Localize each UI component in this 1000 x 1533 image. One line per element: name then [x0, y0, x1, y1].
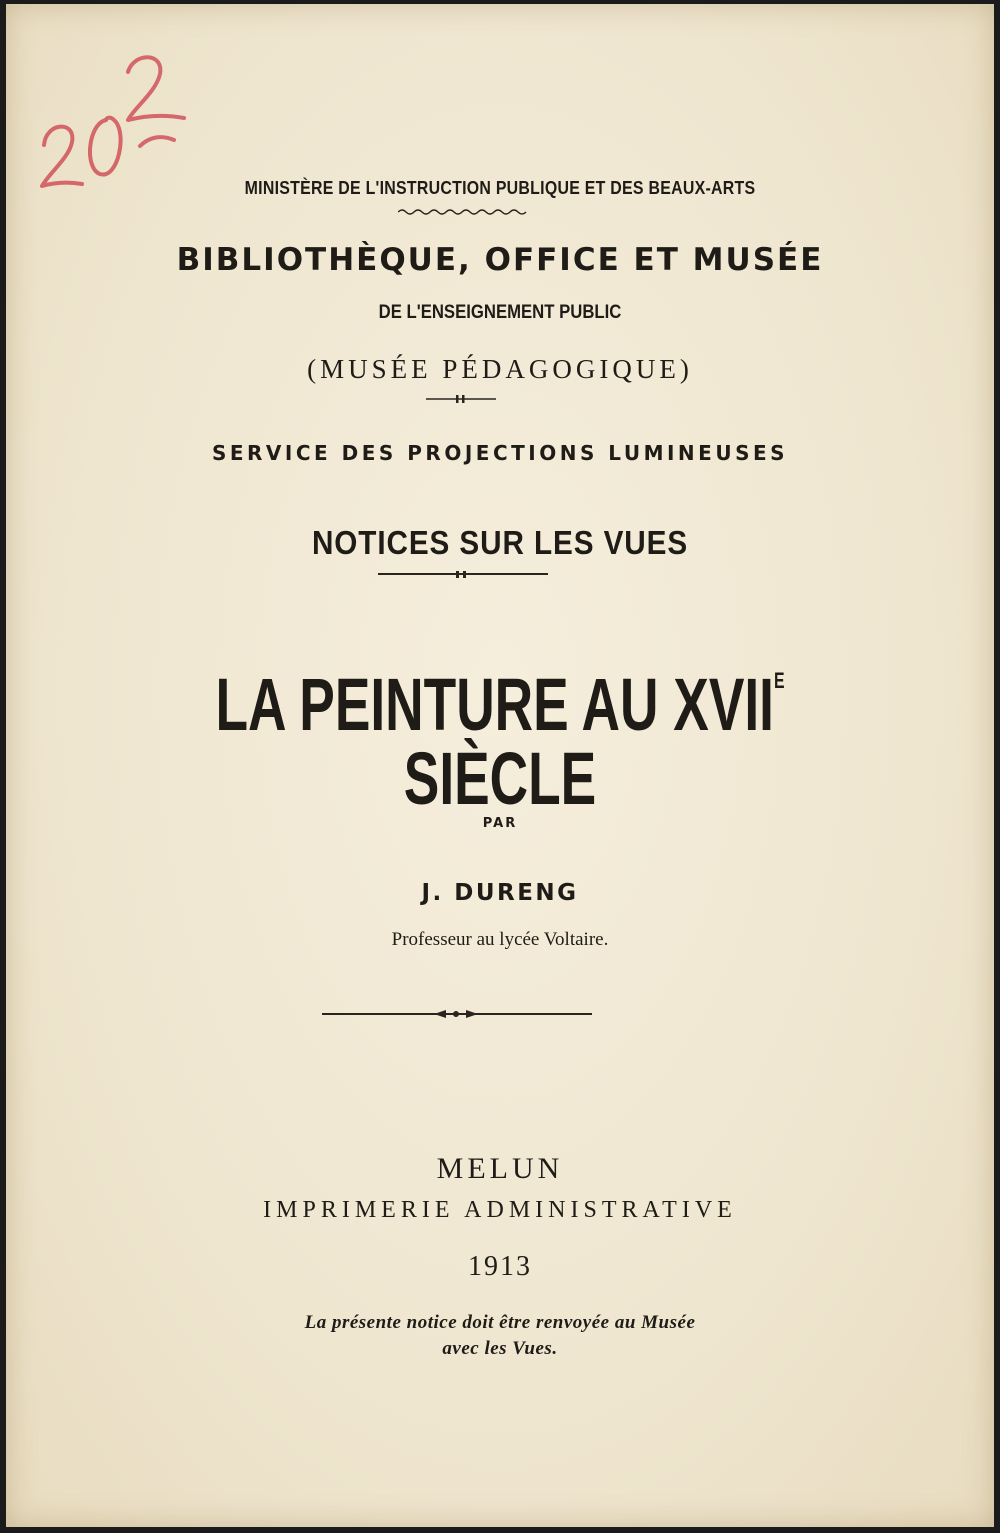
institution-name: BIBLIOTHÈQUE, OFFICE ET MUSÉE: [176, 242, 824, 278]
wavy-rule: [398, 207, 528, 217]
by-label: PAR: [482, 816, 518, 831]
title-end: SIÈCLE: [403, 737, 597, 820]
return-note-line1: La présente notice doit être renvoyée au Musée: [304, 1312, 696, 1333]
series-heading: NOTICES SUR LES VUES: [311, 524, 689, 561]
title-main: LA PEINTURE AU XVII: [215, 663, 774, 746]
imprint-city: MELUN: [436, 1152, 564, 1185]
return-note-line2: avec les Vues.: [442, 1338, 558, 1359]
ministry-heading: MINISTÈRE DE L'INSTRUCTION PUBLIQUE ET DES BEAUX-ARTS: [244, 177, 756, 198]
author-name: J. DURENG: [421, 880, 579, 906]
institution-subtitle: DE L'ENSEIGNEMENT PUBLIC: [378, 302, 622, 323]
ornament-rule: [378, 570, 548, 580]
imprint-year: 1913: [468, 1251, 532, 1282]
author-affiliation: Professeur au lycée Voltaire.: [391, 929, 609, 950]
institution-parenthetical: (MUSÉE PÉDAGOGIQUE): [307, 354, 693, 384]
service-heading: SERVICE DES PROJECTIONS LUMINEUSES: [211, 441, 789, 465]
document-title: [144, 663, 855, 820]
imprint-printer: IMPRIMERIE ADMINISTRATIVE: [263, 1197, 737, 1223]
title-superscript: E: [773, 668, 785, 693]
document-page: [6, 4, 994, 1527]
ornament-rule: [322, 1008, 592, 1020]
ornament-rule: [426, 394, 496, 404]
